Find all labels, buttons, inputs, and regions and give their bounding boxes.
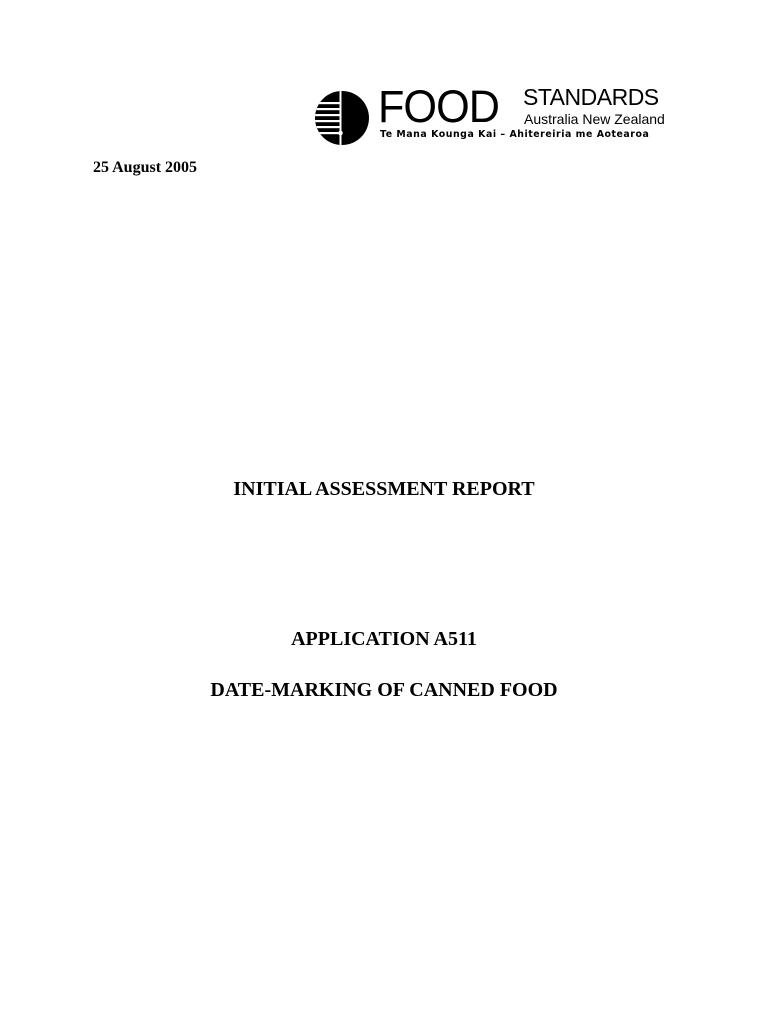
- logo-country: Australia New Zealand: [524, 111, 665, 127]
- document-date: 25 August 2005: [93, 159, 198, 176]
- food-standards-emblem-icon: [314, 90, 370, 146]
- logo-word-food: FOOD: [378, 81, 499, 132]
- food-standards-logo: [314, 81, 684, 146]
- application-number: APPLICATION A511: [291, 628, 477, 650]
- report-title: INITIAL ASSESSMENT REPORT: [233, 478, 535, 500]
- logo-maori-tagline: Te Mana Kounga Kai – Ahitereiria me Aotearoa: [380, 129, 650, 140]
- application-topic: DATE-MARKING OF CANNED FOOD: [210, 679, 558, 701]
- logo-word-standards: STANDARDS: [523, 84, 659, 110]
